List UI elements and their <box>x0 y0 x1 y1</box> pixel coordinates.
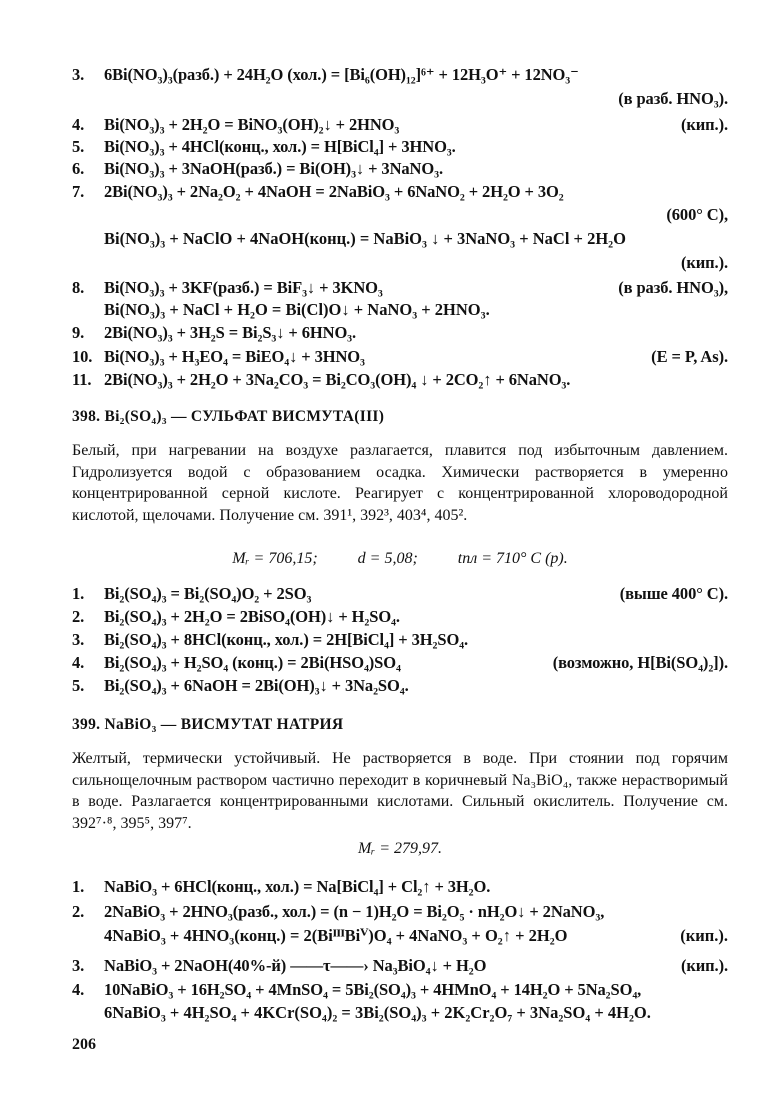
reaction-note: (кип.). <box>680 115 728 134</box>
reaction-number: 7. <box>72 182 85 201</box>
reaction-formula: Bi(NO₃)₃ + 4HCl(конц., хол.) = H[BiCl₄] + 3HNO₃. <box>104 137 456 156</box>
section-description: Желтый, термически устойчивый. Не растворяется в воде. При стоянии под горячим сильнощелочным раствором частично переходит в коричневый Na₃BiO₄, также нерастворимый в воде. Разлагается концентрированными кислотами. Сильный окислитель. Получение см. 392⁷·⁸, 395⁵, 397⁷. <box>72 750 728 832</box>
reaction-line <box>72 629 728 651</box>
reaction-number: 1. <box>72 584 85 603</box>
reaction-line <box>72 675 728 697</box>
reaction-line <box>72 64 728 86</box>
section-properties <box>72 840 728 858</box>
section-description: Белый, при нагревании на воздухе разлагается, плавится под избыточным давлением. Гидролизуется водой с образованием осадка. Химически растворяется в умеренно концентрированной серной кислоте. Реагирует с концентрированной хлороводородной кислотой, щелочами. Получение см. 391¹, 392³, 403⁴, 405². <box>72 442 728 524</box>
reaction-number: 4. <box>72 980 85 999</box>
reaction-formula: Bi₂(SO₄)₃ + 8HCl(конц., хол.) = 2H[BiCl₄] + 3H₂SO₄. <box>104 630 469 649</box>
reaction-formula: 2Bi(NO₃)₃ + 2H₂O + 3Na₂CO₃ = Bi₂CO₃(OH)₄ ↓ + 2CO₂↑ + 6NaNO₃. <box>104 370 571 389</box>
reaction-line <box>104 1002 728 1024</box>
page-number: 206 <box>72 1036 96 1053</box>
reaction-number: 8. <box>72 278 85 297</box>
reaction-note: (выше 400° C). <box>619 584 728 603</box>
reaction-line <box>72 114 728 136</box>
reaction-note: (кип.). <box>680 956 728 975</box>
reaction-line <box>72 158 728 180</box>
reaction-formula: 2NaBiO₃ + 2HNO₃(разб., хол.) = (n − 1)H₂O = Bi₂O₅ · nH₂O↓ + 2NaNO₃, <box>104 902 605 921</box>
reaction-note: (кип.). <box>680 253 728 272</box>
reaction-number: 11. <box>72 370 92 389</box>
reaction-number: 3. <box>72 630 85 649</box>
section-heading: 399. NaBiO₃ — ВИСМУТАТ НАТРИЯ <box>72 716 344 733</box>
molar-mass: Mᵣ = 706,15; <box>232 550 318 567</box>
reaction-number: 6. <box>72 159 85 178</box>
reaction-line <box>104 228 728 250</box>
reaction-formula: 2Bi(NO₃)₃ + 2Na₂O₂ + 4NaOH = 2NaBiO₃ + 6NaNO₂ + 2H₂O + 3O₂ <box>104 182 564 201</box>
reaction-number: 1. <box>72 877 85 896</box>
reaction-note: (E = P, As). <box>651 347 728 366</box>
reaction-note: (в разб. HNO₃). <box>618 89 728 108</box>
section-properties <box>72 550 728 568</box>
reaction-number: 9. <box>72 323 85 342</box>
reaction-number: 5. <box>72 137 85 156</box>
reaction-number: 3. <box>72 65 85 84</box>
reaction-formula: NaBiO₃ + 6HCl(конц., хол.) = Na[BiCl₄] + Cl₂↑ + 3H₂O. <box>104 877 491 896</box>
reaction-number: 4. <box>72 115 85 134</box>
reaction-formula: Bi(NO₃)₃ + NaClO + 4NaOH(конц.) = NaBiO₃ ↓ + 3NaNO₃ + NaCl + 2H₂O <box>104 229 626 248</box>
reaction-formula: Bi(NO₃)₃ + NaCl + H₂O = Bi(Cl)O↓ + NaNO₃ + 2HNO₃. <box>104 300 490 319</box>
reaction-line <box>72 652 728 674</box>
reaction-formula: 6Bi(NO₃)₃(разб.) + 24H₂O (хол.) = [Bi₆(OH)₁₂]⁶⁺ + 12H₃O⁺ + 12NO₃⁻ <box>104 65 579 84</box>
reaction-formula: Bi₂(SO₄)₃ + H₂SO₄ (конц.) = 2Bi(HSO₄)SO₄ <box>104 653 401 672</box>
reaction-line <box>72 901 728 923</box>
reaction-line <box>104 925 728 947</box>
reaction-line <box>72 277 728 299</box>
reaction-formula: Bi(NO₃)₃ + 3NaOH(разб.) = Bi(OH)₃↓ + 3NaNO₃. <box>104 159 443 178</box>
reaction-line <box>72 876 728 898</box>
density: d = 5,08; <box>357 550 418 567</box>
reaction-line <box>72 606 728 628</box>
reaction-line <box>72 181 728 203</box>
reaction-line <box>72 955 728 977</box>
reaction-line <box>104 299 728 321</box>
reaction-number: 4. <box>72 653 85 672</box>
reaction-note: (кип.). <box>680 926 728 945</box>
reaction-number: 10. <box>72 347 93 366</box>
reaction-formula: Bi(NO₃)₃ + 2H₂O = BiNO₃(OH)₂↓ + 2HNO₃ <box>104 115 400 134</box>
reaction-number: 2. <box>72 902 85 921</box>
reaction-number: 3. <box>72 956 85 975</box>
section-heading: 398. Bi₂(SO₄)₃ — СУЛЬФАТ ВИСМУТА(III) <box>72 408 385 425</box>
reaction-formula: 2Bi(NO₃)₃ + 3H₂S = Bi₂S₃↓ + 6HNO₃. <box>104 323 357 342</box>
reaction-formula: 6NaBiO₃ + 4H₂SO₄ + 4KCr(SO₄)₂ = 3Bi₂(SO₄)₃ + 2K₂Cr₂O₇ + 3Na₂SO₄ + 4H₂O. <box>104 1003 651 1022</box>
reaction-formula: Bi(NO₃)₃ + 3KF(разб.) = BiF₃↓ + 3KNO₃ <box>104 278 383 297</box>
reaction-note: (возможно, H[Bi(SO₄)₂]). <box>552 653 728 672</box>
reaction-formula: NaBiO₃ + 2NaOH(40%-й) ——τ——› Na₃BiO₄↓ + H₂O <box>104 956 487 975</box>
reaction-line <box>72 583 728 605</box>
reaction-formula: 10NaBiO₃ + 16H₂SO₄ + 4MnSO₄ = 5Bi₂(SO₄)₃ + 4HMnO₄ + 14H₂O + 5Na₂SO₄, <box>104 980 642 999</box>
reaction-line <box>72 322 728 344</box>
reaction-number: 2. <box>72 607 85 626</box>
reaction-line <box>72 136 728 158</box>
reaction-formula: Bi₂(SO₄)₃ + 2H₂O = 2BiSO₄(OH)↓ + H₂SO₄. <box>104 607 400 626</box>
reaction-formula: Bi₂(SO₄)₃ = Bi₂(SO₄)O₂ + 2SO₃ <box>104 584 312 603</box>
reaction-line <box>72 979 728 1001</box>
reaction-number: 5. <box>72 676 85 695</box>
molar-mass: Mᵣ = 279,97. <box>357 840 443 857</box>
reaction-formula: Bi₂(SO₄)₃ + 6NaOH = 2Bi(OH)₃↓ + 3Na₂SO₄. <box>104 676 409 695</box>
melting-point: tпл = 710° C (p). <box>457 550 568 567</box>
reaction-line <box>72 369 728 391</box>
reaction-formula: 4NaBiO₃ + 4HNO₃(конц.) = 2(BiᴵᴵᴵBiⱽ)O₄ + 4NaNO₃ + O₂↑ + 2H₂O <box>104 926 568 945</box>
reaction-note: (600° C), <box>666 205 728 224</box>
reaction-line <box>72 346 728 368</box>
reaction-note: (в разб. HNO₃), <box>618 278 728 297</box>
reaction-formula: Bi(NO₃)₃ + H₃EO₄ = BiEO₄↓ + 3HNO₃ <box>104 347 365 366</box>
